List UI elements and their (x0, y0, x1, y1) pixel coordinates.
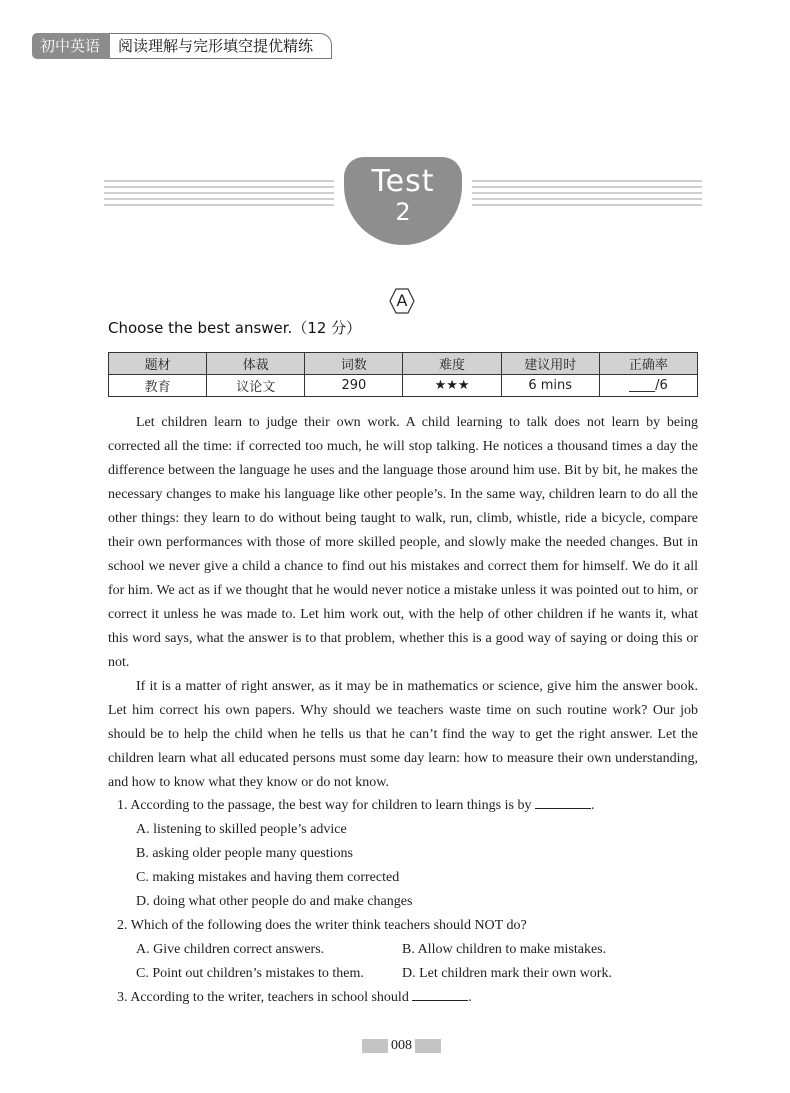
question-stem (117, 794, 697, 818)
instruction: Choose the best answer.（12 分） (108, 319, 362, 337)
section-hexagon (389, 288, 415, 314)
test-word: Test (371, 164, 435, 199)
info-header-cell: 体裁 (207, 353, 305, 375)
page-number: 008 (391, 1038, 412, 1053)
page-number-bar-right (415, 1039, 441, 1053)
banner-stripes-left (104, 180, 334, 208)
info-value-cell: 6 mins (501, 375, 599, 397)
test-number: 2 (395, 198, 411, 226)
question-end: . (468, 990, 472, 1005)
option-c: C. Point out children’s mistakes to them. (136, 966, 364, 981)
option-b: B. asking older people many questions (136, 846, 353, 861)
question-stem: 2. Which of the following does the writer think teachers should NOT do? (117, 918, 527, 933)
page-number-bar-left (362, 1039, 388, 1053)
info-value-cell: 教育 (109, 375, 207, 397)
question-2 (117, 914, 697, 986)
series-label: 初中英语 (32, 33, 110, 59)
info-value-cell: 议论文 (207, 375, 305, 397)
info-header-cell: 词数 (305, 353, 403, 375)
info-header-cell: 建议用时 (501, 353, 599, 375)
question-3 (117, 986, 697, 1010)
question-text: 3. According to the writer, teachers in school should (117, 990, 409, 1005)
answer-blank (412, 988, 468, 1001)
passage-paragraph: Let children learn to judge their own work. A child learning to talk does not learn by being corrected all the time: if corrected too much, he will stop talking. He notices a thousand times a day the difference between the language he uses and the language those around him use. Bit by bit, he makes the necessary changes to make his language like other people’s. In the same way, children learn to do all the other things: they learn to do without being taught to walk, run, climb, whistle, ride a bicycle, compare their own performances with those of more skilled people, and slowly make the needed changes. But in school we never give a child a chance to find out his mistakes and correct them for himself. We do it all for him. We act as if we thought that he would never notice a mistake unless it was pointed out to him, or correct it unless he was made to. Let him work out, with the help of other children if he wants it, what this word says, what the answer is to that problem, whether this is a good way of saying or doing this or not. (108, 415, 698, 670)
option-d: D. Let children mark their own work. (402, 966, 612, 981)
option-a: A. listening to skilled people’s advice (136, 822, 347, 837)
test-badge (344, 157, 462, 245)
running-header (32, 33, 332, 59)
passage-paragraph: If it is a matter of right answer, as it may be in mathematics or science, give him the answer book. Let him correct his own papers. Why should we teachers waste time on such routine work? Our job should be to help the child when he tells us that he can’t find the way to get the right answer. Let the children learn what all educated persons must some day learn: how to measure their own understanding, and how to know what they know or do not know. (108, 679, 698, 790)
question-list (117, 794, 697, 1010)
option-row (117, 938, 697, 962)
info-value-cell: ____/6 (599, 375, 697, 397)
option-a: A. Give children correct answers. (136, 942, 325, 957)
section-letter: A (396, 291, 408, 310)
info-header-cell: 难度 (403, 353, 501, 375)
info-value-cell: 290 (305, 375, 403, 397)
info-table (108, 352, 698, 397)
info-table-value-row (109, 375, 698, 397)
option-row (117, 962, 697, 986)
page-number-footer (362, 1038, 441, 1054)
info-value-cell: ★★★ (403, 375, 501, 397)
question-1 (117, 794, 697, 914)
reading-passage (108, 411, 698, 795)
banner-stripes-right (472, 180, 702, 208)
option-d: D. doing what other people do and make changes (136, 894, 413, 909)
option-b: B. Allow children to make mistakes. (402, 942, 607, 957)
question-end: . (590, 798, 595, 813)
question-stem (117, 986, 697, 1010)
book-title: 阅读理解与完形填空提优精练 (110, 33, 332, 59)
info-header-cell: 题材 (109, 353, 207, 375)
info-table-header-row (109, 353, 698, 375)
info-header-cell: 正确率 (599, 353, 697, 375)
question-text: 1. According to the passage, the best way for children to learn things is by (117, 798, 532, 813)
option-c: C. making mistakes and having them corrected (136, 870, 400, 885)
answer-blank (535, 796, 591, 809)
